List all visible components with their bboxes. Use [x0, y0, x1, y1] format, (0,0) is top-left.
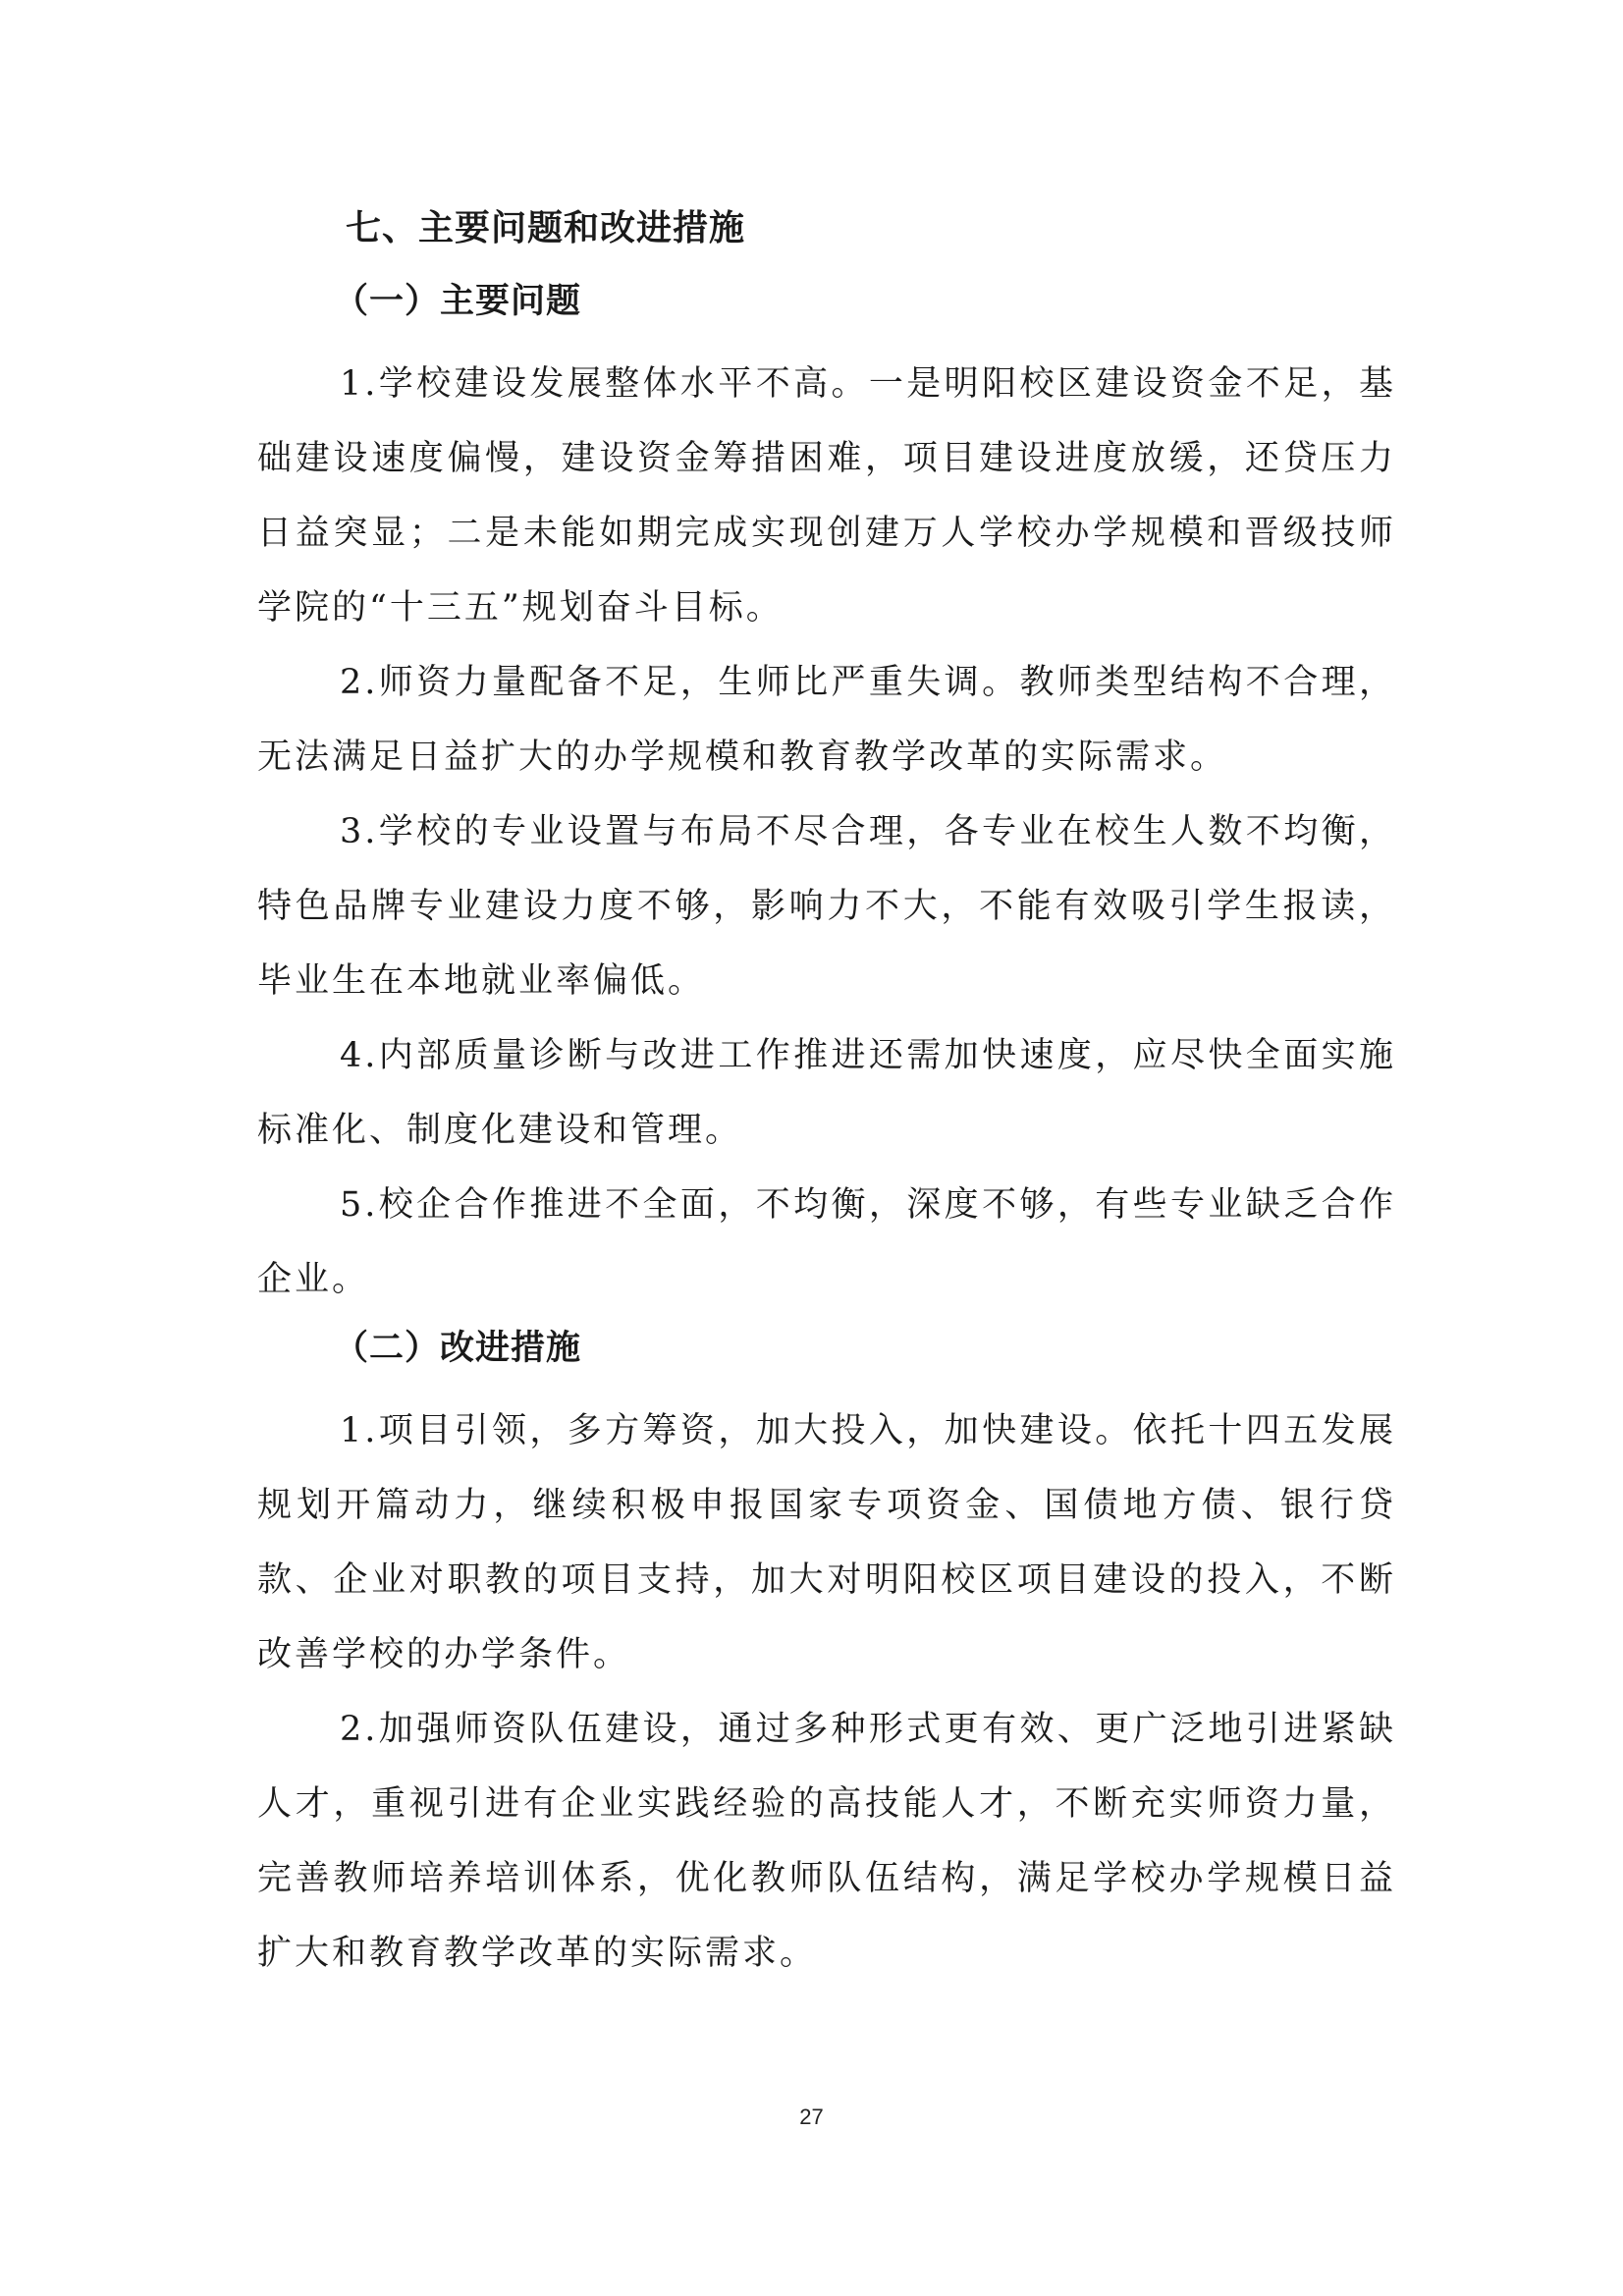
page-number: 27 [799, 2105, 824, 2129]
problem-paragraph-5: 5.校企合作推进不全面，不均衡，深度不够，有些专业缺乏合作企业。 [257, 1185, 1396, 1299]
page-content [257, 201, 1396, 1991]
measure-paragraph-1: 1.项目引领，多方筹资，加大投入，加快建设。依托十四五发展规划开篇动力，继续积极申报国家专项资金、国债地方债、银行贷款、企业对职教的项目支持，加大对明阳校区项目建设的投入，不断改善学校的办学条件。 [257, 1411, 1396, 1674]
section-title: 七、主要问题和改进措施 [346, 208, 746, 248]
measure-paragraph-2: 2.加强师资队伍建设，通过多种形式更有效、更广泛地引进紧缺人才，重视引进有企业实践经验的高技能人才，不断充实师资力量，完善教师培养培训体系，优化教师队伍结构，满足学校办学规模日益扩大和教育教学改革的实际需求。 [257, 1710, 1396, 1973]
problem-paragraph-1: 1.学校建设发展整体水平不高。一是明阳校区建设资金不足，基础建设速度偏慢，建设资金筹措困难，项目建设进度放缓，还贷压力日益突显；二是未能如期完成实现创建万人学校办学规模和晋级技师学院的“十三五”规划奋斗目标。 [257, 364, 1396, 628]
problem-paragraph-3: 3.学校的专业设置与布局不尽合理，各专业在校生人数不均衡，特色品牌专业建设力度不够，影响力不大，不能有效吸引学生报读，毕业生在本地就业率偏低。 [257, 812, 1396, 1001]
problem-paragraph-2: 2.师资力量配备不足，生师比严重失调。教师类型结构不合理，无法满足日益扩大的办学规模和教育教学改革的实际需求。 [257, 663, 1396, 777]
subsection-title-measures: （二）改进措施 [334, 1329, 582, 1368]
subsection-title-problems: （一）主要问题 [334, 282, 582, 321]
problem-paragraph-4: 4.内部质量诊断与改进工作推进还需加快速度，应尽快全面实施标准化、制度化建设和管理。 [257, 1036, 1396, 1150]
